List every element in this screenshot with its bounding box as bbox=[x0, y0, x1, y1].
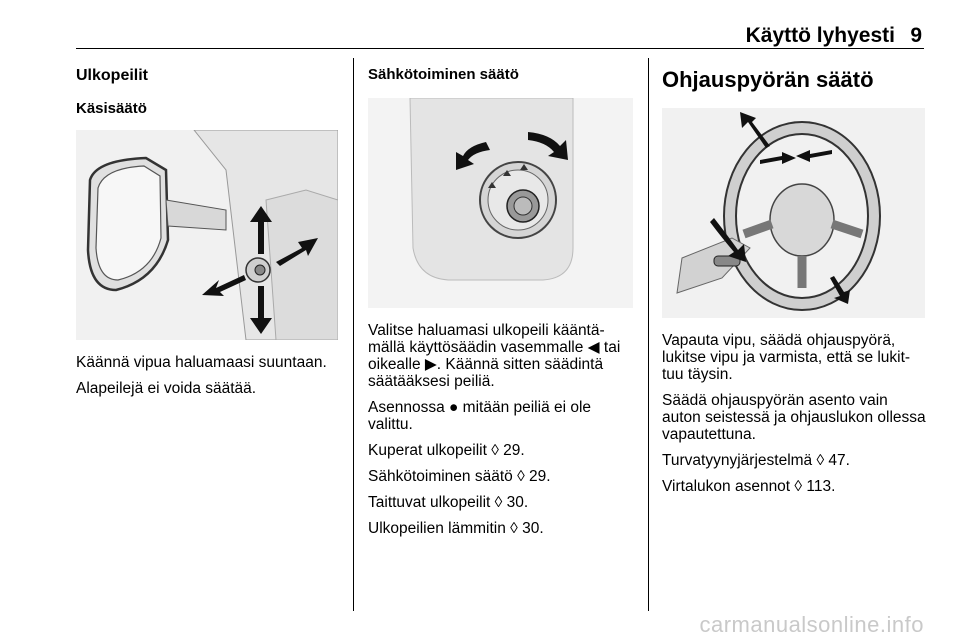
column-divider-2 bbox=[648, 58, 649, 611]
electric-mirror-control-illustration bbox=[368, 98, 633, 308]
paragraph: Asennossa ● mitään peiliä ei ole valittu. bbox=[368, 399, 592, 433]
section-title-steering: Ohjauspyörän säätö bbox=[662, 67, 874, 92]
column-mirrors-manual bbox=[76, 60, 340, 406]
steering-wheel-illustration bbox=[662, 108, 925, 318]
page-number: 9 bbox=[910, 24, 922, 47]
header-title: Käyttö lyhyesti bbox=[745, 24, 895, 47]
cross-reference[interactable]: Turvatyynyjärjestelmä ◊ 47. bbox=[662, 452, 850, 469]
figure-manual-mirror bbox=[76, 130, 338, 340]
cross-reference[interactable]: Sähkötoiminen säätö ◊ 29. bbox=[368, 468, 551, 485]
figure-steering-wheel bbox=[662, 108, 925, 318]
header-rule bbox=[76, 48, 924, 49]
cross-reference[interactable]: Kuperat ulkopeilit ◊ 29. bbox=[368, 442, 525, 459]
manual-mirror-illustration bbox=[76, 130, 338, 340]
cross-reference[interactable]: Ulkopeilien lämmitin ◊ 30. bbox=[368, 520, 544, 537]
paragraph: Alapeilejä ei voida säätää. bbox=[76, 380, 257, 397]
column-mirrors-electric bbox=[368, 60, 636, 546]
paragraph: Käännä vipua haluamaasi suuntaan. bbox=[76, 354, 327, 371]
column-steering-wheel bbox=[662, 60, 926, 504]
paragraph: Säädä ohjauspyörän asento vain auton seistessä ja ohjauslukon ollessa vapautettuna. bbox=[662, 392, 926, 443]
figure-electric-mirror bbox=[368, 98, 633, 308]
section-title-mirrors: Ulkopeilit bbox=[76, 67, 149, 84]
cross-reference[interactable]: Taittuvat ulkopeilit ◊ 30. bbox=[368, 494, 529, 511]
watermark: carmanualsonline.info bbox=[699, 612, 924, 637]
column-divider-1 bbox=[353, 58, 354, 611]
cross-reference[interactable]: Virtalukon asennot ◊ 113. bbox=[662, 478, 836, 495]
paragraph: Valitse haluamasi ulkopeili kääntä-mällä käyttösäädin vasemmalle ◀ tai oikealle ▶. Käännä sitten säädintä säätääksesi peiliä. bbox=[368, 322, 621, 390]
subtitle-manual: Käsisäätö bbox=[76, 100, 147, 117]
subtitle-electric: Sähkötoiminen säätö bbox=[368, 66, 519, 83]
paragraph: Vapauta vipu, säädä ohjauspyörä, lukitse vipu ja varmista, että se lukit-tuu täysin. bbox=[662, 332, 911, 383]
